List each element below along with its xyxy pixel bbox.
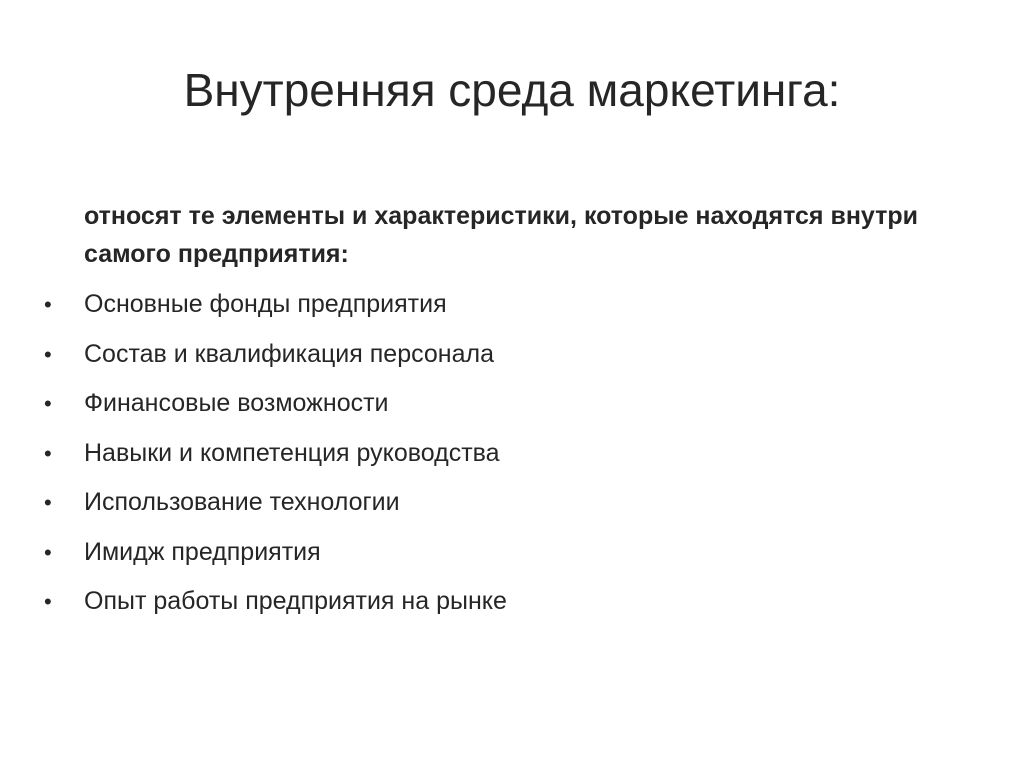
- bullet-icon: •: [44, 391, 52, 416]
- list-item-text: Финансовые возможности: [84, 389, 389, 417]
- intro-text: относят те элементы и характеристики, которые находятся внутри самого предприятия:: [84, 202, 919, 268]
- slide-title: Внутренняя среда маркетинга:: [183, 64, 841, 116]
- bullet-list: [0, 283, 1024, 630]
- bullet-icon: •: [44, 539, 52, 565]
- list-item: [0, 580, 1024, 630]
- list-item-text: Основные фонды предприятия: [84, 290, 447, 318]
- list-item-text: Навыки и компетенция руководства: [84, 438, 500, 467]
- list-item: [0, 481, 1024, 531]
- list-item: [0, 531, 1024, 581]
- list-item: [0, 333, 1024, 383]
- bullet-icon: •: [44, 589, 52, 614]
- bullet-icon: •: [44, 490, 52, 515]
- list-item: [0, 283, 1024, 333]
- list-item-text: Имидж предприятия: [84, 537, 321, 566]
- list-item: [0, 432, 1024, 482]
- list-item-text: Использование технологии: [84, 488, 400, 516]
- list-item-text: Опыт работы предприятия на рынке: [84, 587, 507, 615]
- list-item: [0, 382, 1024, 432]
- bullet-icon: •: [44, 292, 52, 317]
- bullet-icon: •: [44, 341, 52, 367]
- bullet-icon: •: [44, 440, 52, 466]
- list-item-text: Состав и квалификация персонала: [84, 339, 494, 368]
